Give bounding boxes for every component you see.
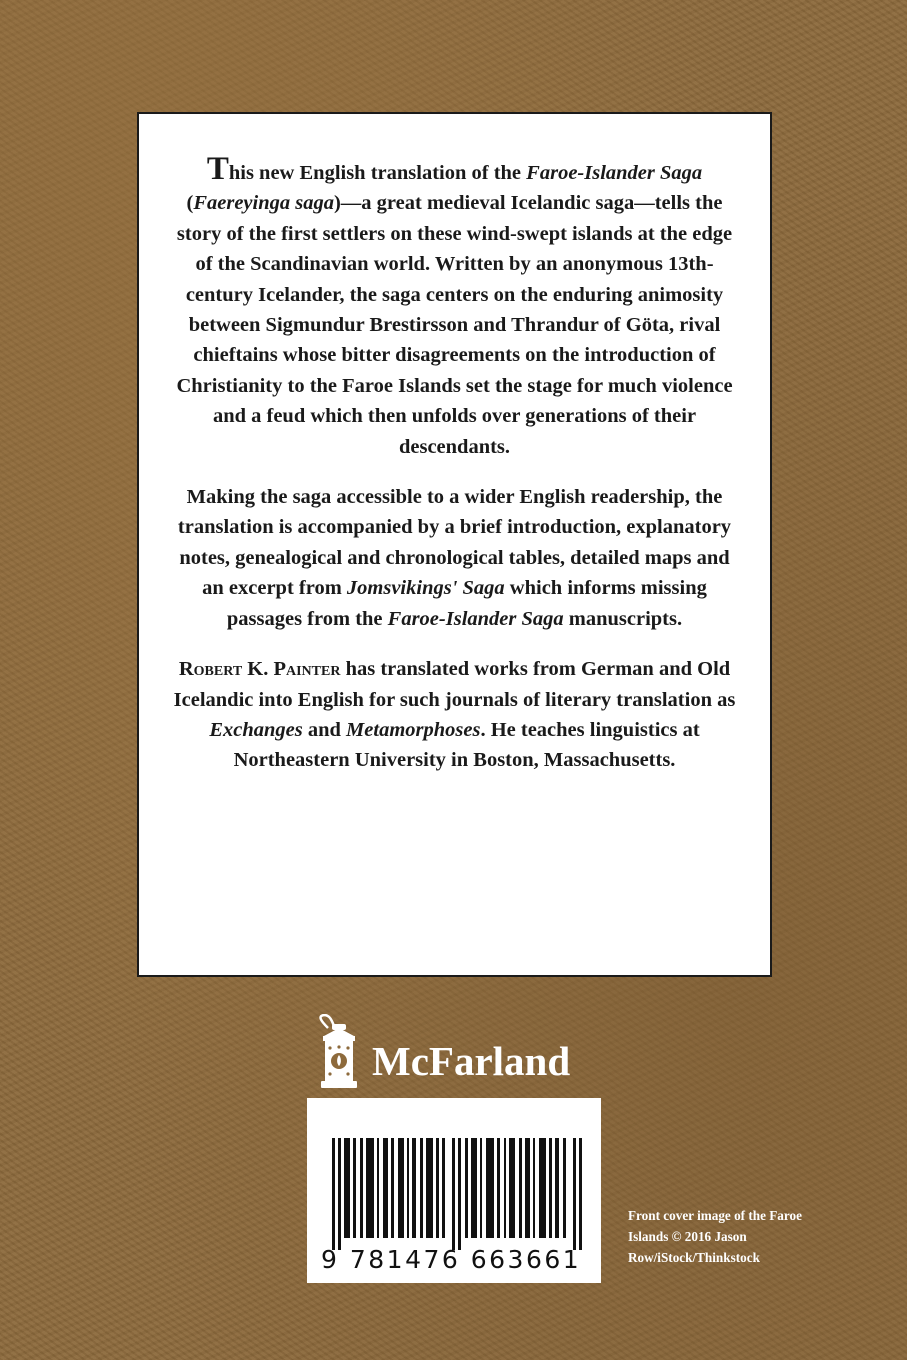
publisher-logo (314, 1014, 604, 1096)
text-run: )—a great medieval Icelandic saga—tells the story of the first settlers on these wind-swept islands at the edge of the Scandinavian world. Written by an anonymous 13th-century Icelander, the saga centers on the enduring animosity between Sigmundur Brestirsson and Thrandur of Göta, rival chieftains whose bitter disagreements on the introduction of Christianity to the Faroe Islands set the stage for much violence and a feud which then unfolds over generations of their descendants. (176, 192, 733, 458)
text-run: has translated works from German and Old Icelandic into English for such journals of literary translation as (173, 658, 736, 711)
blurb-paragraph-2 (169, 482, 740, 634)
text-run: his new English translation of the (228, 162, 527, 184)
text-run: Making the saga accessible to a wider English readership, the translation is accompanied by a brief introduction, explanatory notes, genealogical and chronological tables, detailed maps and an excerpt from (177, 486, 732, 600)
journal-title: Exchanges (209, 718, 303, 741)
author-bio (169, 654, 740, 776)
publisher-name: McFarland (372, 1038, 571, 1084)
blurb (169, 151, 740, 776)
book-title: Faroe-Islander Saga (526, 162, 703, 184)
book-title-original: Faereyinga saga (193, 192, 334, 215)
text-run: ( (186, 192, 194, 215)
barcode-bars (332, 1138, 582, 1250)
barcode (307, 1098, 601, 1283)
drop-cap: T (206, 151, 229, 187)
book-title: Jomsvikings' Saga (346, 577, 505, 600)
lantern-icon (314, 1014, 368, 1096)
text-run: . He teaches linguistics at Northeastern University in Boston, Massachusetts. (233, 718, 700, 772)
blurb-paragraph-1 (169, 151, 740, 462)
description-panel (137, 112, 772, 977)
text-run: and (302, 718, 347, 741)
cover-image-credit: Front cover image of the Faroe Islands © 2016 Jason Row/iStock/Thinkstock (628, 1208, 802, 1265)
text-run: manuscripts. (563, 607, 683, 630)
journal-title: Metamorphoses (346, 718, 481, 741)
isbn-number: 9 781476 663661 (321, 1245, 582, 1274)
text-run: which informs missing passages from the (226, 577, 707, 630)
author-name: Robert K. Painter (178, 658, 341, 681)
book-title: Faroe-Islander Saga (387, 607, 564, 630)
